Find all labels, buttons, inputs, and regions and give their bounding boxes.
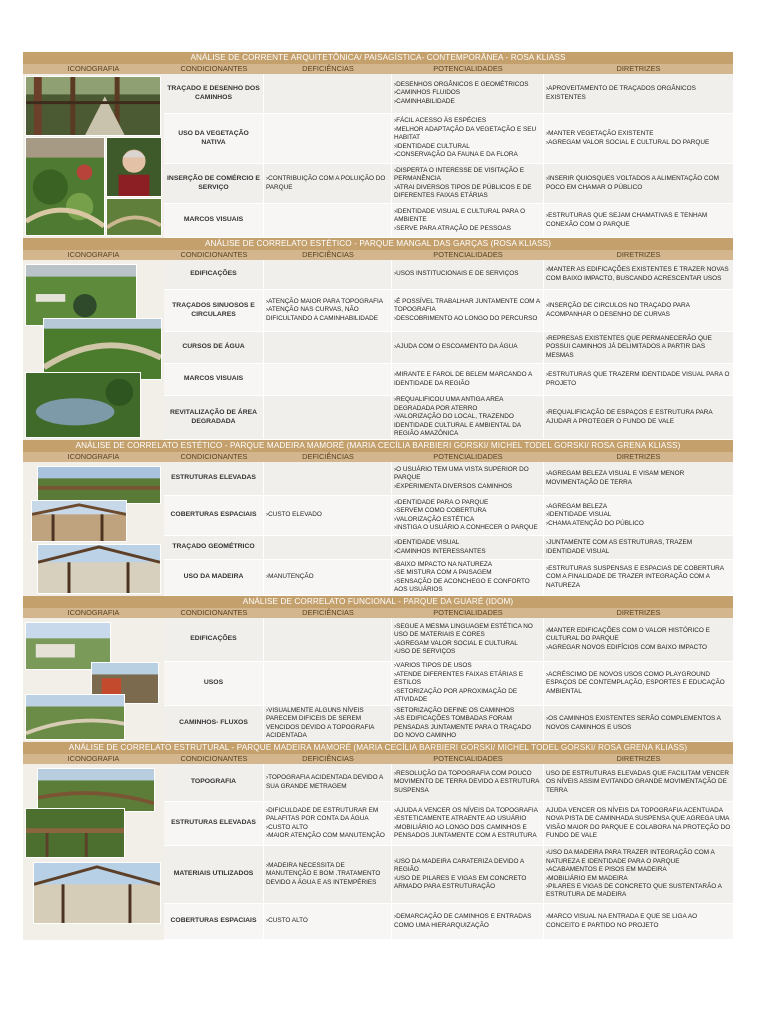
potencialidade-cell [392, 904, 544, 939]
bullet-item: ›ATENÇÃO MAIOR PARA TOPOGRAFIA [266, 297, 384, 305]
diretriz-cell [544, 560, 733, 595]
table-row [164, 706, 733, 742]
condicionante-cell: CURSOS DE ÁGUA [164, 332, 264, 363]
table-row [164, 332, 733, 364]
bullet-item: ›INSERÇÃO DE CIRCULOS NO TRAÇADO PARA ACOMPANHAR O DESENHO DE CURVAS [546, 302, 690, 318]
deficiencia-cell [264, 496, 392, 535]
table-row [164, 364, 733, 396]
potencialidade-cell [392, 462, 544, 495]
condicionante-cell: MATERIAIS UTILIZADOS [164, 846, 264, 903]
diretriz-cell [544, 536, 733, 559]
garden-aerial-photo [25, 137, 105, 236]
diretriz-cell [544, 290, 733, 331]
deficiencia-cell [264, 706, 392, 741]
table-row [164, 462, 733, 496]
bullet-item: ›MAIOR ATENÇÃO COM MANUTENÇÃO [266, 831, 385, 839]
table-row [164, 204, 733, 238]
potencialidade-cell [392, 706, 544, 741]
condicionante-cell: USOS [164, 662, 264, 705]
condicionante-cell: TOPOGRAFIA [164, 764, 264, 801]
potencialidade-cell [392, 764, 544, 801]
bullet-item: ›ATENDE DIFERENTES FAIXAS ETÁRIAS E ESTILOS [394, 670, 524, 687]
col-iconografia: ICONOGRAFIA [67, 250, 120, 259]
diretriz-cell [544, 114, 733, 163]
bullet-item: ›MANTER EDIFICAÇÕES COM O VALOR HISTÓRICO E CULTURAL DO PARQUE [546, 626, 710, 643]
bullet-item: ›MELHOR ADAPTAÇÃO DA VEGETAÇÃO E SEU HABITAT [394, 125, 537, 142]
condicionante-cell: COBERTURAS ESPACIAIS [164, 904, 264, 939]
section-rows [164, 462, 733, 596]
bullet-item: ›DIFICULDADE DE ESTRUTURAR EM PALAFITAS POR CONTA DA ÁGUA [266, 806, 379, 823]
bullet-item: ›VALORIZAÇÃO DO LOCAL, TRAZENDO IDENTIDADE CULTURAL E AMBIENTAL DA REGIÃO AMAZÔNICA [394, 413, 521, 438]
bullet-item: ›AJUDA A VENCER OS NÍVEIS DA TOPOGRAFIA [394, 806, 538, 814]
potencialidade-cell [392, 618, 544, 661]
bullet-item: ›INSERIR QUIOSQUES VOLTADOS A ALIMENTAÇÃO COM POCO EM CHAMAR O PÚBLICO [546, 175, 719, 191]
table-row [164, 802, 733, 846]
bullet-item: ›USOS INSTITUCIONAIS E DE SERVIÇOS [394, 270, 519, 278]
bullet-item: ›CAMINHABILIDADE [394, 97, 455, 105]
bullet-item: ›USO DA MADEIRA PARA TRAZER INTEGRAÇÃO COM A NATUREZA E IDENTIDADE PARA O PARQUE [546, 849, 715, 865]
col-deficiencias: DEFICIÊNCIAS [302, 452, 354, 461]
diretriz-cell [544, 802, 733, 845]
diretriz-cell [544, 204, 733, 237]
table-row [164, 164, 733, 204]
condicionante-cell: EDIFICAÇÕES [164, 618, 264, 661]
deficiencia-cell [264, 396, 392, 439]
diretriz-cell [544, 396, 733, 439]
condicionante-cell: TRAÇADOS SINUOSOS E CIRCULARES [164, 290, 264, 331]
bullet-item: ›REQUALIFICAÇÃO DE ESPAÇOS E ESTRUTURA PARA AJUDAR A PROTEGER O FUNDO DE VALE [546, 409, 713, 425]
deficiencia-cell [264, 764, 392, 801]
condicionante-cell: TRAÇADO GEOMÉTRICO [164, 536, 264, 559]
diretriz-cell [544, 662, 733, 705]
bullet-item: ›SETORIZAÇÃO POR APROXIMAÇÃO DE ATIVIDADE [394, 687, 518, 704]
bullet-item: ›CAMINHOS FLUIDOS [394, 89, 461, 97]
bullet-item: ›SENSAÇÃO DE ACONCHEGO E CONFORTO AOS USUÁRIOS [394, 577, 530, 593]
deficiencia-cell [264, 536, 392, 559]
potencialidade-cell [392, 560, 544, 595]
diretriz-cell [544, 904, 733, 939]
column-headers [23, 608, 733, 618]
bullet-item: ›SETORIZAÇÃO DEFINE OS CAMINHOS [394, 706, 515, 714]
col-diretrizes: DIRETRIZES [616, 250, 661, 259]
bullet-item: ›SERVE PARA ATRAÇÃO DE PESSOAS [394, 224, 511, 232]
section-title: ANÁLISE DE CORRELATO FUNCIONAL - PARQUE DA GUARÉ (IDOM) [23, 596, 733, 608]
bullet-item: ›MOBILIÁRIO EM MADEIRA [546, 874, 628, 882]
sloped-terrain-photo [37, 768, 155, 812]
bullet-item: ›INSTIGA O USUÁRIO A CONHECER O PARQUE [394, 523, 538, 531]
condicionante-cell: MARCOS VISUAIS [164, 204, 264, 237]
bullet-item: ›IDENTIDADE VISUAL E CULTURAL PARA O AMBIENTE [394, 207, 526, 224]
timber-pavilion-photo [37, 544, 161, 594]
bullet-item: ›CHAMA ATENÇÃO DO PÚBLICO [546, 519, 644, 527]
potencialidade-cell [392, 114, 544, 163]
deficiencia-cell [264, 904, 392, 939]
condicionante-cell: CAMINHOS- FLUXOS [164, 706, 264, 741]
bullet-item: ›ESTRUTURAS SUSPENSAS E ESPACIAS DE COBERTURA COM A FINALIDADE DE TRAZER INTEGRAÇÃO COM A NATUREZA [546, 564, 724, 589]
potencialidade-cell [392, 74, 544, 113]
bullet-item: ›AGREGAR NOVOS EDIFÍCIOS COM BAIXO IMPACTO [546, 643, 707, 651]
bullet-item: ›DESENHOS ORGÂNICOS E GEOMÉTRICOS [394, 80, 529, 88]
condicionante-cell: EDIFICAÇÕES [164, 260, 264, 289]
col-condicionantes: CONDICIONANTES [180, 64, 248, 73]
bullet-item: ›ATRAI DIVERSOS TIPOS DE PÚBLICOS E DE DIFERENTES FAIXAS ETÁRIAS [394, 183, 532, 199]
bullet-item: ›ESTRUTURAS QUE SEJAM CHAMATIVAS E TENHAM CONEXÃO COM O PARQUE [546, 212, 708, 228]
section-title: ANÁLISE DE CORRELATO ESTRUTURAL - PARQUE MADEIRA MAMORÉ (MARIA CECÍLIA BARBIERI GORSKI/ MICHEL TODEL GORSKI/ ROSA GRENA KLIASS) [23, 742, 733, 754]
column-headers [23, 754, 733, 764]
bullet-item: ›CONSERVAÇÃO DA FAUNA E DA FLORA [394, 151, 518, 159]
table-row [164, 904, 733, 940]
bullet-item: ›TOPOGRAFIA ACIDENTADA DEVIDO A SUA GRANDE METRAGEM [266, 774, 383, 790]
col-deficiencias: DEFICIÊNCIAS [302, 250, 354, 259]
table-row [164, 618, 733, 662]
bullet-item: ›APROVEITAMENTO DE TRAÇADOS ORGÂNICOS EXISTENTES [546, 85, 696, 101]
bullet-item: ›VALORIZAÇÃO ESTÉTICA [394, 515, 475, 523]
potencialidade-cell [392, 846, 544, 903]
col-potencialidades: POTENCIALIDADES [433, 64, 503, 73]
potencialidade-cell [392, 364, 544, 395]
elevated-structure-photo [25, 808, 125, 858]
bullet-item: ›IDENTIDADE VISUAL [546, 511, 612, 519]
deficiencia-cell [264, 462, 392, 495]
potencialidade-cell [392, 496, 544, 535]
col-deficiencias: DEFICIÊNCIAS [302, 608, 354, 617]
bullet-item: ›DESCOBRIMENTO AO LONGO DO PERCURSO [394, 314, 538, 322]
bullet-item: ›AGREGAM VALOR SOCIAL E CULTURAL [394, 639, 518, 647]
bullet-item: ›DISPERTA O INTERESSE DE VISITAÇÃO E PERMANÊNCIA [394, 166, 524, 183]
col-diretrizes: DIRETRIZES [616, 754, 661, 763]
table-row [164, 496, 733, 536]
column-headers [23, 250, 733, 260]
bullet-item: ›REQUALIFICOU UMA ANTIGA AREA DEGRADADA POR ATERRO [394, 396, 504, 412]
iconography [23, 462, 164, 596]
potencialidade-cell [392, 164, 544, 203]
deficiencia-cell [264, 204, 392, 237]
bullet-item: ›VISUALMENTE ALGUNS NÍVEIS PARECEM DIFICEIS DE SEREM VENCIDOS DEVIDO A TOPOGRAFIA ACIDENTADA [266, 706, 375, 739]
potencialidade-cell [392, 260, 544, 289]
roof-structure-photo [31, 500, 127, 542]
bullet-item: ›O USUÁRIO TEM UMA VISTA SUPERIOR DO PARQUE [394, 465, 529, 482]
col-potencialidades: POTENCIALIDADES [433, 754, 503, 763]
potencialidade-cell [392, 204, 544, 237]
bullet-item: AJUDA VENCER OS NÍVEIS DA TOPOGRAFIA ACENTUADA NOVA PISTA DE CAMINHADA SUSPENSA QUE AGREGA UMA VISÃO MAIOR DO PARQUE E COLABORA NA PROTEÇÃO DO FUNDO DE VALE [546, 806, 731, 839]
iconography [23, 618, 164, 742]
diretriz-cell [544, 496, 733, 535]
table-row [164, 114, 733, 164]
section-title: ANÁLISE DE CORRENTE ARQUITETÔNICA/ PAISAGÍSTICA- CONTEMPORÂNEA - ROSA KLIASS [23, 52, 733, 64]
section-title: ANÁLISE DE CORRELATO ESTÉTICO - PARQUE MADEIRA MAMORÉ (MARIA CECÍLIA BARBIERI GORSKI/ MICHEL TODEL GORSKI/ ROSA GRENA KLIASS) [23, 440, 733, 452]
bullet-item: ›CONTRIBUIÇÃO COM A POLUIÇÃO DO PARQUE [266, 175, 386, 191]
table-row [164, 260, 733, 290]
column-headers [23, 452, 733, 462]
bullet-item: ›USO DE SERVIÇOS [394, 647, 456, 655]
bullet-item: ›IDENTIDADE PARA O PARQUE [394, 498, 489, 506]
bullet-item: ›ESTRUTURAS QUE TRAZERM IDENTIDADE VISUAL PARA O PROJETO [546, 371, 730, 387]
table-row [164, 764, 733, 802]
condicionante-cell: MARCOS VISUAIS [164, 364, 264, 395]
deficiencia-cell [264, 164, 392, 203]
bullet-item: ›USO DA MADEIRA CARATERIZA DEVIDO A REGIÃO [394, 857, 524, 874]
condicionante-cell: COBERTURAS ESPACIAIS [164, 496, 264, 535]
bullet-item: ›AGREGAM BELEZA VISUAL E VISAM MENOR MOVIMENTAÇÃO DE TERRA [546, 470, 685, 486]
walkway-pergola-photo [25, 76, 161, 136]
bullet-item: ›MADEIRA NECESSITA DE MANUTENÇÃO E BOM .TRATAMENTO DEVIDO A ÁGUA E AS INTEMPÉRIES [266, 861, 381, 886]
col-potencialidades: POTENCIALIDADES [433, 452, 503, 461]
column-headers [23, 64, 733, 74]
bullet-item: ›RESOLUÇÃO DA TOPOGRAFIA COM POUCO MOVIMENTO DE TERRA DEVIDO A ESTRUTURA SUSPENSA [394, 769, 539, 794]
diretriz-cell [544, 618, 733, 661]
bullet-item: ›USO DE PILARES E VIGAS EM CONCRETO ARMADO PARA ESTRUTURAÇÃO [394, 874, 527, 890]
section-title: ANÁLISE DE CORRELATO ESTÉTICO - PARQUE MANGAL DAS GARÇAS (ROSA KLIASS) [23, 238, 733, 250]
section-madeira-mamore-estetico [23, 440, 733, 596]
condicionante-cell: REVITALIZAÇÃO DE ÁREA DEGRADADA [164, 396, 264, 439]
diretriz-cell [544, 260, 733, 289]
bullet-item: ›ESTETICAMENTE ATRAENTE AO USUÁRIO [394, 815, 527, 823]
col-condicionantes: CONDICIONANTES [180, 608, 248, 617]
diretriz-cell [544, 164, 733, 203]
col-diretrizes: DIRETRIZES [616, 452, 661, 461]
deficiencia-cell [264, 290, 392, 331]
condicionante-cell: ESTRUTURAS ELEVADAS [164, 462, 264, 495]
deficiencia-cell [264, 802, 392, 845]
condicionante-cell: USO DA MADEIRA [164, 560, 264, 595]
potencialidade-cell [392, 332, 544, 363]
section-rows [164, 618, 733, 742]
table-row [164, 846, 733, 904]
diretriz-cell [544, 462, 733, 495]
bullet-item: ›MOBILIÁRIO AO LONGO DOS CAMINHOS E PENSADOS JUNTAMENTE COM A ESTRUTURA [394, 823, 537, 839]
deficiencia-cell [264, 74, 392, 113]
potencialidade-cell [392, 290, 544, 331]
potencialidade-cell [392, 536, 544, 559]
park-path-photo [106, 198, 162, 236]
bullet-item: ›DEMARCAÇÃO DE CAMINHOS E ENTRADAS COMO UMA HIERARQUIZAÇÃO [394, 913, 532, 929]
condicionante-cell: USO DA VEGETAÇÃO NATIVA [164, 114, 264, 163]
park-paths-photo [25, 694, 125, 740]
deficiencia-cell [264, 846, 392, 903]
iconography [23, 260, 164, 440]
diretriz-cell [544, 706, 733, 741]
bullet-item: ›BAIXO IMPACTO NA NATUREZA [394, 560, 493, 568]
table-row [164, 74, 733, 114]
bullet-item: ›AGREGAM VALOR SOCIAL E CULTURAL DO PARQUE [546, 138, 710, 146]
deficiencia-cell [264, 260, 392, 289]
col-diretrizes: DIRETRIZES [616, 608, 661, 617]
bullet-item: ›ACRÉSCIMO DE NOVOS USOS COMO PLAYGROUND ESPAÇOS DE CONTEMPLAÇÃO, ESPORTES E EDUCAÇÃO AMBIENTAL [546, 670, 725, 695]
bullet-item: ›IDENTIDADE CULTURAL [394, 142, 470, 150]
condicionante-cell: INSERÇÃO DE COMÉRCIO E SERVIÇO [164, 164, 264, 203]
col-iconografia: ICONOGRAFIA [67, 64, 120, 73]
rosa-kliass-portrait-photo [106, 137, 162, 197]
table-row [164, 662, 733, 706]
col-iconografia: ICONOGRAFIA [67, 608, 120, 617]
bullet-item: ›JUNTAMENTE COM AS ESTRUTURAS, TRAZEM IDENTIDADE VISUAL [546, 539, 693, 555]
col-iconografia: ICONOGRAFIA [67, 452, 120, 461]
bullet-item: ›ACABAMENTOS E PISOS EM MADEIRA [546, 866, 667, 874]
col-potencialidades: POTENCIALIDADES [433, 250, 503, 259]
aerial-park-photo [25, 264, 137, 326]
table-row [164, 396, 733, 440]
deficiencia-cell [264, 662, 392, 705]
deficiencia-cell [264, 560, 392, 595]
bullet-item: ›MIRANTE E FAROL DE BELEM MARCANDO A IDENTIDADE DA REGIÃO [394, 371, 532, 387]
elevated-walkway-photo [37, 466, 161, 504]
bullet-item: ›CUSTO ALTO [266, 823, 308, 831]
bullet-item: ›MANTER AS EDIFICAÇÕES EXISTENTES E TRAZER NOVAS COM BAIXO IMPACTO, BUSCANDO ACRESCENTAR USOS [546, 266, 729, 282]
section-mangal-das-garcas [23, 238, 733, 440]
col-deficiencias: DEFICIÊNCIAS [302, 754, 354, 763]
table-row [164, 290, 733, 332]
col-condicionantes: CONDICIONANTES [180, 452, 248, 461]
iconography [23, 74, 164, 238]
deficiencia-cell [264, 618, 392, 661]
condicionante-cell: ESTRUTURAS ELEVADAS [164, 802, 264, 845]
table-row [164, 560, 733, 596]
deficiencia-cell [264, 364, 392, 395]
section-rows [164, 74, 733, 238]
bullet-item: ›ATENÇÃO NAS CURVAS, NÃO DIFICULTANDO A CAMINHABILIDADE [266, 306, 378, 322]
water-course-photo [25, 372, 141, 438]
bullet-item: ›É POSSÍVEL TRABALHAR JUNTAMENTE COM A TOPOGRAFIA [394, 297, 540, 314]
bullet-item: ›VÁRIOS TIPOS DE USOS [394, 662, 472, 670]
table-row [164, 536, 733, 560]
bullet-item: ›AGREGAM BELEZA [546, 502, 608, 510]
bullet-item: ›CUSTO ALTO [266, 917, 308, 925]
iconography [23, 764, 164, 940]
bullet-item: ›IDENTIDADE VISUAL [394, 539, 460, 547]
potencialidade-cell [392, 396, 544, 439]
col-iconografia: ICONOGRAFIA [67, 754, 120, 763]
curved-path-photo [43, 318, 162, 380]
col-deficiencias: DEFICIÊNCIAS [302, 64, 354, 73]
section-parque-da-guare [23, 596, 733, 742]
diretriz-cell [544, 764, 733, 801]
bullet-item: ›FÁCIL ACESSO ÀS ESPÉCIES [394, 117, 487, 125]
analysis-sheet [23, 52, 733, 940]
bullet-item: ›MANTER VEGETAÇÃO EXISTENTE [546, 130, 654, 138]
deficiencia-cell [264, 332, 392, 363]
bullet-item: ›OS CAMINHOS EXISTENTES SERÃO COMPLEMENTOS A NOVOS CAMINHOS E USOS [546, 715, 721, 731]
deficiencia-cell [264, 114, 392, 163]
col-potencialidades: POTENCIALIDADES [433, 608, 503, 617]
potencialidade-cell [392, 662, 544, 705]
col-diretrizes: DIRETRIZES [616, 64, 661, 73]
bullet-item: ›REPRESAS EXISTENTES QUE PERMANECERÃO QUE POSSUI CAMINHOS JÁ DELIMITADOS A PARTIR DAS MESMAS [546, 334, 712, 359]
bullet-item: ›SEGUE A MESMA LINGUAGEM ESTÉTICA NO USO DE MATERIAIS E CORES [394, 622, 533, 639]
diretriz-cell [544, 332, 733, 363]
bullet-item: ›SE MISTURA COM A PAISAGEM [394, 569, 492, 577]
bullet-item: ›PILARES E VIGAS DE CONCRETO QUE SUSTENTARÃO A ESTRUTURA DE MADEIRA [546, 882, 722, 899]
bullet-item: ›SERVEM COMO COBERTURA [394, 507, 487, 515]
diretriz-cell [544, 364, 733, 395]
section-madeira-mamore-estrutural [23, 742, 733, 940]
bullet-item: ›AS EDIFICAÇÕES TOMBADAS FORAM PENSADAS JUNTAMENTE PARA O TRAÇADO DO NOVO CAMINHO [394, 715, 532, 739]
bullet-item: USO DE ESTRUTURAS ELEVADAS QUE FACILITAM VENCER OS NÍVEIS ASSIM EVITANDO GRANDE MOVIMENTAÇÃO DE TERRA [546, 769, 729, 794]
condicionante-cell: TRAÇADO E DESENHO DOS CAMINHOS [164, 74, 264, 113]
col-condicionantes: CONDICIONANTES [180, 250, 248, 259]
section-rows [164, 260, 733, 440]
section-rosa-kliass [23, 52, 733, 238]
diretriz-cell [544, 846, 733, 903]
bullet-item: ›EXPERIMENTA DIVERSOS CAMINHOS [394, 482, 513, 490]
potencialidade-cell [392, 802, 544, 845]
bullet-item: ›CUSTO ELEVADO [266, 511, 322, 519]
bullet-item: ›MARCO VISUAL NA ENTRADA E QUE SE LIGA AO CONCEITO E PARTIDO NO PROJETO [546, 913, 698, 929]
col-condicionantes: CONDICIONANTES [180, 754, 248, 763]
bullet-item: ›AJUDA COM O ESCOAMENTO DA ÁGUA [394, 343, 518, 351]
section-rows [164, 764, 733, 940]
bullet-item: ›MANUTENÇÃO [266, 573, 314, 581]
bullet-item: ›CAMINHOS INTERESSANTES [394, 547, 486, 555]
diretriz-cell [544, 74, 733, 113]
timber-canopy-photo [33, 862, 161, 924]
